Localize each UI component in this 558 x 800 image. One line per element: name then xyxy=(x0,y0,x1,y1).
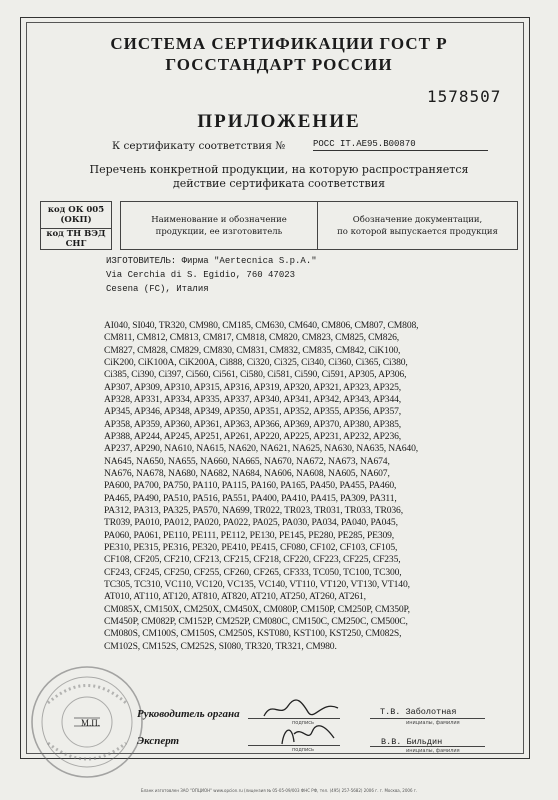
expert-name-line xyxy=(370,746,485,747)
manufacturer-line1: ИЗГОТОВИТЕЛЬ: Фирма "Aertecnica S.p.A." xyxy=(106,256,317,266)
model-list-line: CM085X, CM150X, CM250X, CM450X, CM080P, CM150P, CM250P, CM350P, xyxy=(104,603,410,615)
model-list-line: AT010, AT110, AT120, AT810, AT820, AT210, AT250, AT260, AT261, xyxy=(104,591,366,603)
model-list-line: CF108, CF205, CF210, CF213, CF215, CF218, CF220, CF223, CF225, CF235, xyxy=(104,554,401,566)
system-title: СИСТЕМА СЕРТИФИКАЦИИ ГОСТ Р xyxy=(110,34,448,53)
code-okp-cell: код ОК 005 (ОКП) xyxy=(41,202,112,229)
header-table xyxy=(40,201,518,250)
head-label: Руководитель органа xyxy=(137,708,240,720)
form-footer: Бланк изготовлен ЗАО "ОПЦИОН" www.opcion.ru (лицензия № 05-05-09/003 ФНС РФ, тел. (495) 257-5682) 2006 г. г. Москва, 2006 г. xyxy=(140,788,418,793)
code-tn-cell: код ТН ВЭД СНГ xyxy=(41,229,112,250)
model-list-line: AP328, AP331, AP334, AP335, AP337, AP340, AP341, AP342, AP343, AP344, xyxy=(104,393,401,405)
expert-name: В.В. Бильдин xyxy=(381,737,443,747)
certificate-label: К сертификату соответствия № xyxy=(112,140,286,152)
model-list-line: TC305, TC310, VC110, VC120, VC135, VC140, VT110, VT120, VT130, VT140, xyxy=(104,578,410,590)
manufacturer-block xyxy=(106,254,317,296)
model-list-line: Ci385, Ci390, Ci397, Ci560, Ci561, Ci580, Ci581, Ci590, Ci591, AP305, AP306, xyxy=(104,369,407,381)
model-list-line: NA676, NA678, NA680, NA682, NA684, NA606, NA608, NA605, NA607, xyxy=(104,467,390,479)
registration-number: 1578507 xyxy=(427,87,502,106)
expert-signature-icon xyxy=(278,720,338,750)
head-signature-icon xyxy=(262,696,342,722)
model-list-line: CM811, CM812, CM813, CM817, CM818, CM820, CM823, CM825, CM826, xyxy=(104,332,399,344)
certificate-number: РОСС IT.АЕ95.В00870 xyxy=(313,139,488,151)
mp-label: М.П. xyxy=(81,718,101,728)
model-list-line: CM450P, CM082P, CM152P, CM252P, CM080C, CM150C, CM250C, CM500C, xyxy=(104,615,408,627)
manufacturer-line2: Via Cerchia di S. Egidio, 760 47023 xyxy=(106,270,296,280)
head-name-hint: инициалы, фамилия xyxy=(406,720,460,726)
expert-sign-hint: подпись xyxy=(292,747,314,753)
expert-label: Эксперт xyxy=(137,735,180,747)
product-column-header xyxy=(121,202,318,250)
model-list-line: CM102S, CM152S, CM252S, SI080, TR320, TR321, CM980. xyxy=(104,640,337,652)
head-name-line xyxy=(370,718,485,719)
model-list-line: PA060, PA061, PE110, PE111, PE112, PE130, PE145, PE280, PE285, PE309, xyxy=(104,529,395,541)
model-list-line: AP358, AP359, AP360, AP361, AP363, AP366, AP369, AP370, AP380, AP385, xyxy=(104,418,401,430)
model-list xyxy=(104,320,524,653)
model-list-line: NA645, NA650, NA655, NA660, NA665, NA670, NA672, NA673, NA674, xyxy=(104,455,390,467)
product-header-line2: продукции, ее изготовитель xyxy=(155,226,283,237)
model-list-line: CF243, CF245, CF250, CF255, CF260, CF265, CF333, TC050, TC100, TC300, xyxy=(104,566,402,578)
agency-title: ГОССТАНДАРТ РОССИИ xyxy=(165,55,393,74)
model-list-line: AI040, SI040, TR320, CM980, CM185, CM630, CM640, CM806, CM807, CM808, xyxy=(104,320,419,331)
head-name: Т.В. Заболотная xyxy=(380,707,457,717)
model-list-line: CM827, CM828, CM829, CM830, CM831, CM832, CM835, CM842, CiK100, xyxy=(104,344,401,356)
subtitle-line1: Перечень конкретной продукции, на которую распространяется xyxy=(89,163,469,176)
model-list-line: PA312, PA313, PA325, PA570, NA699, TR022, TR023, TR031, TR033, TR036, xyxy=(104,504,403,516)
annex-title: ПРИЛОЖЕНИЕ xyxy=(197,111,361,132)
docs-column-header xyxy=(318,202,518,250)
spacer-cell xyxy=(112,202,121,250)
expert-name-hint: инициалы, фамилия xyxy=(406,748,460,754)
model-list-line: PA465, PA490, PA510, PA516, PA551, PA400, PA410, PA415, PA309, PA311, xyxy=(104,492,397,504)
manufacturer-line3: Cesena (FC), Италия xyxy=(106,284,209,294)
model-list-line: AP388, AP244, AP245, AP251, AP261, AP220, AP225, AP231, AP232, AP236, xyxy=(104,430,401,442)
model-list-line: PA600, PA700, PA750, PA110, PA115, PA160, PA165, PA450, PA455, PA460, xyxy=(104,480,397,492)
head-sign-hint: подпись xyxy=(292,720,314,726)
docs-header-line2: по которой выпускается продукция xyxy=(337,226,498,237)
model-list-line: PE310, PE315, PE316, PE320, PE410, PE415, CF080, CF102, CF103, CF105, xyxy=(104,541,398,553)
model-list-line: CiK200, CiK100A, CiK200A, Ci888, Ci320, Ci325, Ci340, Ci360, Ci365, Ci380, xyxy=(104,356,408,368)
product-header-line1: Наименование и обозначение xyxy=(151,214,287,225)
model-list-line: AP237, AP290, NA610, NA615, NA620, NA621, NA625, NA630, NA635, NA640, xyxy=(104,443,418,455)
model-list-line: AP345, AP346, AP348, AP349, AP350, AP351, AP352, AP355, AP356, AP357, xyxy=(104,406,401,418)
model-list-line: TR039, PA010, PA012, PA020, PA022, PA025, PA030, PA034, PA040, PA045, xyxy=(104,517,398,529)
subtitle-line2: действие сертификата соответствия xyxy=(172,177,386,190)
model-list-line: AP307, AP309, AP310, AP315, AP316, AP319, AP320, AP321, AP323, AP325, xyxy=(104,381,401,393)
docs-header-line1: Обозначение документации, xyxy=(352,214,483,225)
model-list-line: CM080S, CM100S, CM150S, CM250S, KST080, KST100, KST250, CM082S, xyxy=(104,628,402,640)
